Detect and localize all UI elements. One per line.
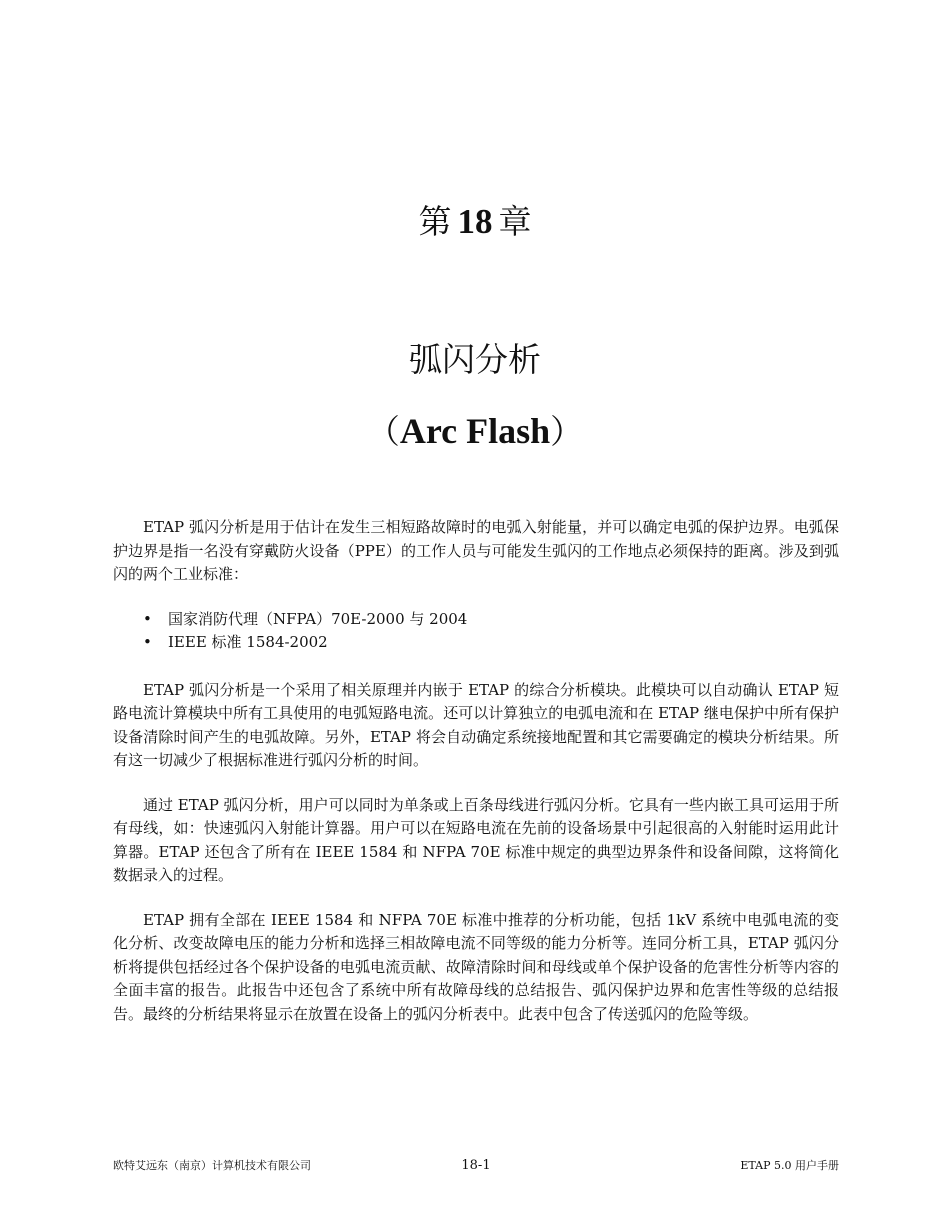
list-item-text: IEEE 标准 1584-2002 [168,633,328,651]
footer-manual-title: ETAP 5.0 用户手册 [740,1159,839,1172]
chapter-number: 18 [457,202,493,241]
list-item [113,631,839,655]
paragraph: 通过 ETAP 弧闪分析，用户可以同时为单条或上百条母线进行弧闪分析。它具有一些内嵌工具可运用于所有母线，如：快速弧闪入射能计算器。用户可以在短路电流在先前的设备场景中引起很高的入射能时运用此计算器。ETAP 还包含了所有在 IEEE 1584 和 NFPA 70E 标准中规定的典型边界条件和设备间隙，这将简化数据录入的过程。 [113,795,839,884]
chapter-suffix: 章 [498,202,532,241]
chapter-heading [0,198,950,246]
body-content [113,516,839,1047]
paragraph: ETAP 弧闪分析是一个采用了相关原理并内嵌于 ETAP 的综合分析模块。此模块可以自动确认 ETAP 短路电流计算模块中所有工具使用的电弧短路电流。还可以计算独立的电弧电流和在 ETAP 继电保护中所有保护设备清除时间产生的电弧故障。另外，ETAP 将会自动确定系统接地配置和其它需要确定的模块分析结果。所有这一切减少了根据标准进行弧闪分析的时间。 [113,680,839,769]
paragraph: ETAP 弧闪分析是用于估计在发生三相短路故障时的电弧入射能量，并可以确定电弧的保护边界。电弧保护边界是指一名没有穿戴防火设备（PPE）的工作人员与可能发生弧闪的工作地点必须保持的距离。涉及到弧闪的两个工业标准： [113,518,839,583]
page-title: 弧闪分析 [409,340,541,379]
list-item [113,608,839,632]
standards-list [113,608,839,655]
subtitle-close-paren: ） [550,412,584,451]
list-item-text: 国家消防代理（NFPA）70E-2000 与 2004 [168,609,468,628]
paragraph: ETAP 拥有全部在 IEEE 1584 和 NFPA 70E 标准中推荐的分析功能，包括 1kV 系统中电弧电流的变化分析、改变故障电压的能力分析和选择三相故障电流不同等级的能力分析等。连同分析工具，ETAP 弧闪分析将提供包括经过各个保护设备的电弧电流贡献、故障清除时间和母线或单个保护设备的危害性分析等内容的全面丰富的报告。此报告中还包含了系统中所有故障母线的总结报告、弧闪保护边界和危害性等级的总结报告。最终的分析结果将显示在放置在设备上的弧闪分析表中。此表中包含了传送弧闪的危险等级。 [113,910,839,1023]
chapter-prefix: 第 [418,202,452,241]
bullet-icon: • [143,633,152,651]
footer-company: 欧特艾远东（南京）计算机技术有限公司 [113,1159,311,1172]
subtitle-open-paren: （ [366,412,400,451]
subtitle-text: Arc Flash [399,411,551,451]
bullet-icon: • [143,609,152,628]
page-subtitle [0,406,950,457]
footer-page-number: 18-1 [461,1158,491,1173]
